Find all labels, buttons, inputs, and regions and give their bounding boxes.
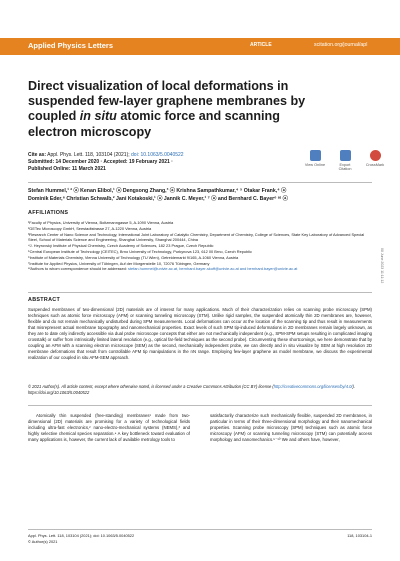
export-citation-button[interactable] bbox=[333, 150, 357, 171]
copyright-notice bbox=[28, 384, 372, 396]
footer-page-number: 118, 103104-1 bbox=[347, 533, 372, 538]
author-line-1: Stefan Hummel,¹ ² ⓐ Kenan Elibol,¹ ⓐ Dengsong Zhang,³ ⓐ Krishna Sampathkumar,⁴ ⁵ Otakar Frank,⁴ ⓐ bbox=[28, 188, 287, 194]
article-type-label: ARTICLE bbox=[250, 42, 272, 48]
footer-citation: Appl. Phys. Lett. 118, 103104 (2021); doi: 10.1063/5.0040522 bbox=[28, 533, 135, 538]
view-online-label: View Online bbox=[304, 163, 326, 167]
affiliation-item: ⁴J. Heyrovský Institute of Physical Chemistry, Czech Academy of Sciences, 182 23 Prague, Czech Republic bbox=[28, 243, 214, 249]
cite-text: Appl. Phys. Lett. 118, 103104 (2021); bbox=[46, 152, 132, 158]
affiliations-list bbox=[28, 220, 368, 272]
correspondence-emails-link[interactable]: stefan.hummel@univie.ac.at, bernhard.bayer-skoff@univie.ac.at and bernhard.bayer@univie.ac.at bbox=[127, 266, 298, 272]
view-online-button[interactable] bbox=[303, 150, 327, 167]
crossmark-label: CrossMark bbox=[365, 163, 385, 167]
affiliation-item: ¹Faculty of Physics, University of Vienna, Boltzmanngasse 5, A-1090 Vienna, Austria bbox=[28, 220, 174, 225]
crossmark-icon bbox=[370, 150, 381, 161]
submission-dates: Submitted: 14 December 2020 · Accepted: 19 February 2021 · bbox=[28, 159, 173, 165]
body-paragraph: satisfactorily characterize such mechanically flexible, suspended 2D membranes, in particular in terms of their three-dimensional morphology and their nanomechanical properties. Scanning probe microscopy (SPM) techniques such as atomic force microscopy (AFM) or scanning tunneling microscopy (STM) can potentially access morphology and nanomechanics.⁵⁻¹⁰ We and others have, however, bbox=[210, 413, 372, 442]
divider bbox=[28, 405, 372, 406]
body-column-left bbox=[28, 413, 190, 443]
cite-label: Cite as: bbox=[28, 152, 47, 158]
author-list bbox=[28, 187, 368, 203]
divider bbox=[28, 182, 372, 183]
license-link[interactable]: http://creativecommons.org/licenses/by/4.0/ bbox=[273, 384, 353, 389]
body-column-right bbox=[210, 413, 372, 443]
correspondence-label: ᵃ⁾Authors to whom correspondence should be addressed: bbox=[28, 266, 128, 272]
affiliation-item: ²GETec Microscopy GmbH, Seestadtstrasse 27, A-1220 Vienna, Austria bbox=[28, 225, 152, 231]
affiliation-item: ³Research Center of Nano Science and Technology, International Joint Laboratory of Catalytic Chemistry, Department of Chemistry, College of Sciences, State Key Laboratory of Advanced Special Steel, School of Materials Science and Engineering, Shanghai University, Shanghai 200444, China bbox=[28, 231, 365, 243]
title-part-1: Direct visualization of local deformations in suspended few-layer graphene membranes by coupled bbox=[28, 79, 306, 124]
crossmark-button[interactable] bbox=[363, 150, 387, 167]
paper-title bbox=[28, 79, 328, 140]
divider bbox=[28, 292, 372, 293]
article-actions bbox=[303, 150, 393, 180]
title-part-2: atomic force and scanning electron microscopy bbox=[28, 109, 280, 139]
rights-doi: ). https://doi.org/10.1063/5.0040522 bbox=[28, 384, 356, 395]
journal-header-bar bbox=[0, 38, 400, 55]
title-emphasis: in situ bbox=[79, 109, 117, 124]
correspondence-note bbox=[28, 266, 368, 272]
rights-text: © 2021 Author(s). All article content, except where otherwise noted, is licensed under a Creative Commons Attribution (CC BY) license ( bbox=[28, 384, 274, 389]
affiliation-item: ⁶Institute of Materials Chemistry, Vienna University of Technology (TU Wien), Getreidemarkt 9/165, A-1060 Vienna, Austria bbox=[28, 254, 239, 260]
doi-link[interactable]: doi: 10.1063/5.0040522 bbox=[131, 152, 184, 158]
divider bbox=[28, 529, 372, 530]
body-paragraph: Atomically thin suspended (free-standing) membranes¹ made from two-dimensional (2D) materials are promising for a variety of technological fields including ultra-fast electronics,² nano-electro-mechanical systems (NEMS),³ and highly selective chemical species separation.⁴ A key bottleneck toward evaluation of many applications is, however, the current lack of available metrology tools to bbox=[28, 413, 190, 442]
view-online-icon bbox=[310, 150, 321, 161]
publication-date: Published Online: 11 March 2021 bbox=[28, 166, 106, 172]
download-timestamp: 08 June 2023 11:11:12 bbox=[380, 248, 384, 284]
citation-block bbox=[28, 152, 298, 173]
export-citation-icon bbox=[340, 150, 351, 161]
abstract-heading: ABSTRACT bbox=[28, 297, 61, 303]
affiliations-heading: AFFILIATIONS bbox=[28, 210, 69, 216]
affiliation-item: ⁵Central European Institute of Technology (CEITEC), Brno University of Technology, Purkynova 123, 612 00 Brno, Czech Republic bbox=[28, 248, 252, 254]
journal-name: Applied Physics Letters bbox=[28, 41, 114, 50]
abstract-text: Suspended membranes of two-dimensional (2D) materials are of interest for many applications. Much of their characterization relies on scanning probe microscopy (SPM) techniques such as atomic force microscopy (AFM) or scanning tunneling microscopy (STM). Unlike rigid samples, the suspended atomically thin 2D membranes are, however, flexible and do not remain mechanically undisturbed during SPM measurements. Local deformations can occur at the location of the scanning tip and thus result in measurements that misrepresent actual membrane topography and nanomechanical properties. Exact levels of such SPM tip-induced deformations in 2D membranes remain largely unknown, as they are to date only indirectly accessible via dual probe microscope concepts that either are not mechanically independent (e.g., SPM-SPM setups resulting in complicated imaging crosstalk) or suffer from intrinsically limited lateral resolution (e.g., optical far-field techniques as the second probe). Circumventing these shortcomings, we here demonstrate that by coupling an AFM with a scanning electron microscope (SEM) as the second, mechanically independent probe, we can directly and in situ visualize by SEM at high resolution 2D membrane deformations that result from controllable AFM tip manipulations in the nN range. Employing few-layer graphene as model membrane, we discuss the experimental realization of our coupled in situ AFM-SEM approach. bbox=[28, 307, 372, 360]
export-citation-label: Export Citation bbox=[338, 163, 352, 171]
footer-copyright: © Author(s) 2021 bbox=[28, 539, 58, 544]
author-line-2: Dominik Eder,⁶ Christian Schwalb,² Jani Kotakoski,¹ ⓐ Jannik C. Meyer,¹ ⁷ ⓐ and Bernhard C. Bayer⁶ ᵃ⁾ ⓐ bbox=[28, 196, 288, 202]
journal-url-link[interactable]: scitation.org/journal/apl bbox=[314, 42, 368, 48]
affiliation-item: ⁷Institute for Applied Physics, University of Tübingen, Auf der Morgenstelle 10, 72076 Tübingen, Germany bbox=[28, 260, 210, 266]
